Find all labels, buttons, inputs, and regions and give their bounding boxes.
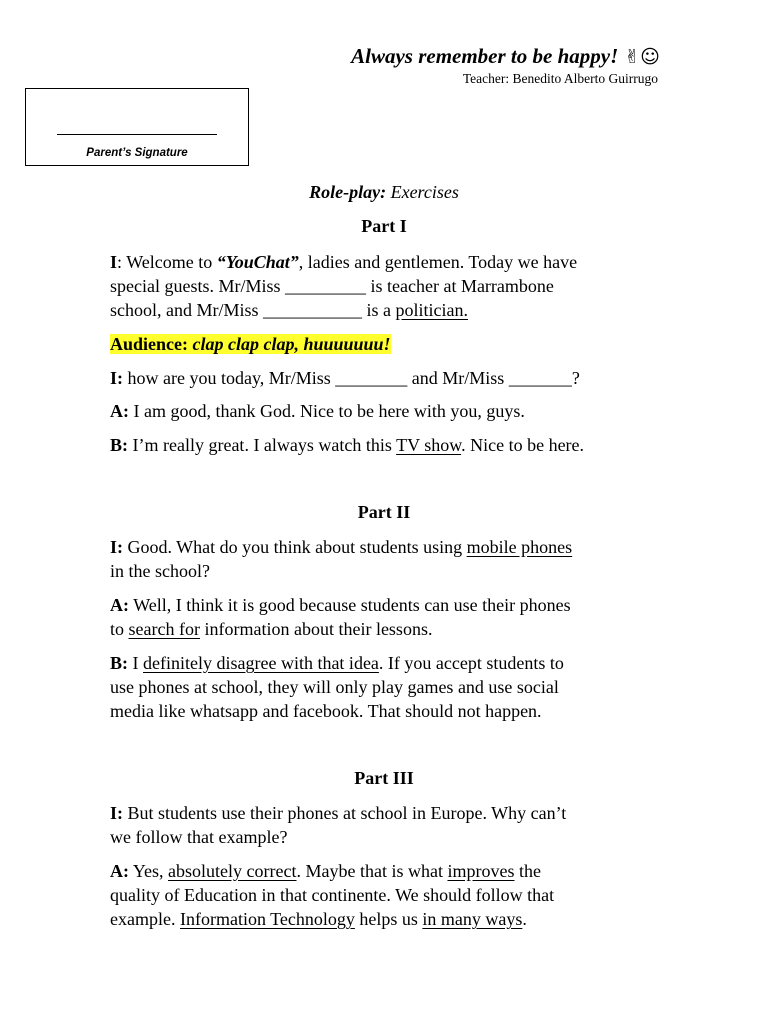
- dialogue-text: example.: [110, 909, 180, 929]
- speaker-label: I:: [110, 537, 123, 557]
- part3-a1: [110, 859, 670, 931]
- speaker-label: A:: [110, 861, 129, 881]
- part3-heading: Part III: [354, 768, 414, 788]
- part2-i1: [110, 535, 670, 583]
- underlined-phrase: Information Technology: [179, 909, 355, 929]
- speaker-label: B:: [110, 653, 128, 673]
- dialogue-text: Well, I think it is good because students can use their phones: [133, 595, 571, 615]
- dialogue-text: the: [514, 861, 541, 881]
- part1-b1: [110, 433, 670, 457]
- show-name: “YouChat”: [216, 252, 299, 272]
- part1-a1: [110, 399, 670, 423]
- dialogue-text: in the school?: [110, 561, 210, 581]
- dialogue-text: . Maybe that is what: [296, 861, 448, 881]
- dialogue-text: media like whatsapp and facebook. That should not happen.: [110, 701, 542, 721]
- dialogue-text: we follow that example?: [110, 827, 288, 847]
- part3-i1: [110, 801, 670, 849]
- dialogue-text: school, and Mr/Miss ___________ is a: [110, 300, 396, 320]
- dialogue-text: special guests. Mr/Miss _________ is teacher at Marrambone: [110, 276, 554, 296]
- underlined-phrase: TV show: [396, 435, 462, 455]
- speaker-label: B:: [110, 435, 128, 455]
- underlined-phrase: absolutely correct: [168, 861, 297, 881]
- part1-i2: [110, 366, 670, 390]
- dialogue-text: I am good, thank God. Nice to be here with you, guys.: [133, 401, 525, 421]
- speaker-label: I: [110, 252, 118, 272]
- dialogue-text: how are you today, Mr/Miss ________ and Mr/Miss _______?: [127, 368, 580, 388]
- teacher-name: Teacher: Benedito Alberto Guirrugo: [462, 71, 658, 86]
- motto-heading: [351, 44, 660, 69]
- signature-label: Parent’s Signature: [86, 147, 188, 159]
- dialogue-text: quality of Education in that continente. We should follow that: [110, 885, 555, 905]
- speaker-label: Audience:: [110, 334, 188, 354]
- part2-a1: [110, 593, 670, 641]
- dialogue-text: Yes,: [132, 861, 169, 881]
- dialogue-text: helps us: [354, 909, 423, 929]
- dialogue-text: : Welcome to: [117, 252, 217, 272]
- dialogue-text: , ladies and gentlemen. Today we have: [298, 252, 578, 272]
- dialogue-text: But students use their phones at school in Europe. Why can’t: [127, 803, 567, 823]
- signature-line: [57, 134, 217, 135]
- speaker-label: A:: [110, 401, 129, 421]
- underlined-phrase: politician.: [395, 300, 468, 320]
- speaker-label: A:: [110, 595, 129, 615]
- dialogue-text: . If you accept students to: [378, 653, 564, 673]
- part1-audience: [110, 332, 670, 356]
- motto-text: Always remember to be happy!: [351, 44, 619, 68]
- dialogue-text: I’m really great. I always watch this: [132, 435, 397, 455]
- underlined-phrase: improves: [447, 861, 515, 881]
- part1-heading: Part I: [361, 216, 407, 236]
- dialogue-text: information about their lessons.: [199, 619, 433, 639]
- speaker-label: I:: [110, 803, 123, 823]
- title-bold: Role-play:: [309, 182, 387, 202]
- parent-signature-box: [25, 88, 249, 166]
- underlined-phrase: in many ways: [422, 909, 523, 929]
- dialogue-text: use phones at school, they will only play games and use social: [110, 677, 559, 697]
- underlined-phrase: definitely disagree with that idea: [143, 653, 379, 673]
- part2-heading: Part II: [357, 502, 411, 522]
- dialogue-text: Good. What do you think about students using: [127, 537, 467, 557]
- audience-text: clap clap clap, huuuuuuu!: [192, 334, 391, 354]
- speaker-label: I:: [110, 368, 123, 388]
- title-rest: Exercises: [390, 182, 459, 202]
- underlined-phrase: mobile phones: [466, 537, 573, 557]
- dialogue-text: .: [522, 909, 527, 929]
- victory-smile-icon: ✌☺: [624, 46, 660, 68]
- part2-b1: [110, 651, 670, 723]
- dialogue-text: to: [110, 619, 129, 639]
- underlined-phrase: search for: [128, 619, 200, 639]
- part1-intro: [110, 250, 670, 322]
- dialogue-text: . Nice to be here.: [461, 435, 585, 455]
- audience-highlight: [110, 334, 391, 354]
- page-title: [0, 182, 768, 203]
- dialogue-text: I: [132, 653, 143, 673]
